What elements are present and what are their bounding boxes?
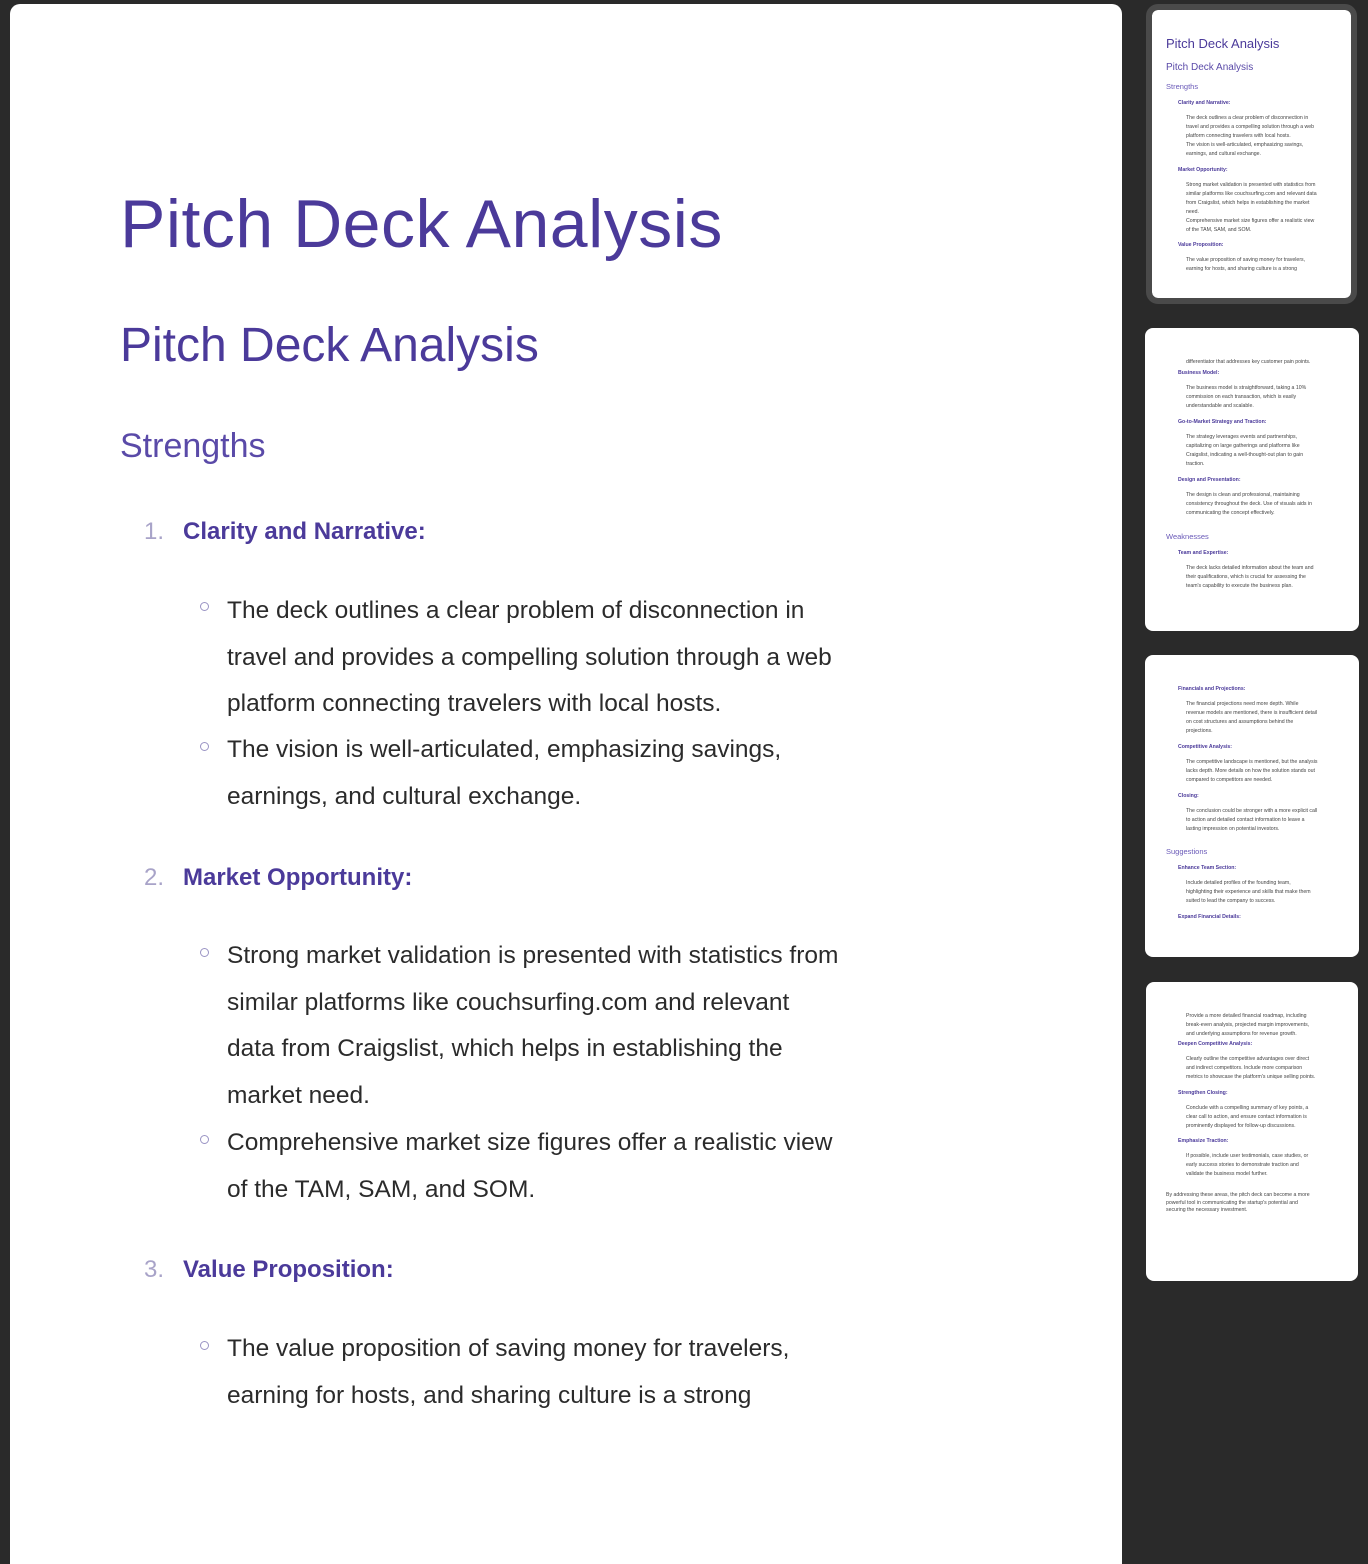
- text-line: Comprehensive market size figures offer a realistic view: [227, 1129, 833, 1156]
- thumb-item: Market Opportunity:: [1178, 167, 1228, 173]
- list-item-heading: Clarity and Narrative:: [183, 518, 426, 545]
- list-item: [227, 588, 927, 728]
- thumb-text: The competitive landscape is mentioned, but the analysis lacks depth. More details on how the solution stands out compared to competitors are needed.: [1186, 759, 1318, 783]
- text-line: earnings, and cultural exchange.: [227, 782, 582, 810]
- text-line: The deck outlines a clear problem of disconnection in: [227, 597, 805, 624]
- thumb-item: Deepen Competitive Analysis:: [1178, 1041, 1253, 1047]
- bullet-icon: [200, 1341, 209, 1350]
- thumb-text: Comprehensive market size figures offer a realistic view of the TAM, SAM, and SOM.: [1186, 218, 1315, 233]
- thumb-item: Closing:: [1178, 793, 1199, 799]
- thumb-item: Business Model:: [1178, 370, 1220, 376]
- list-item-heading: Market Opportunity:: [183, 864, 413, 891]
- text-line: platform connecting travelers with local hosts.: [227, 690, 722, 717]
- page-thumbnail-3[interactable]: [1145, 655, 1359, 957]
- text-line: travel and provides a compelling solution through a web: [227, 643, 832, 671]
- bullet-icon: [200, 948, 209, 957]
- text-line: data from Craigslist, which helps in establishing the: [227, 1035, 783, 1062]
- thumb-text: The vision is well-articulated, emphasizing savings, earnings, and cultural exchange.: [1186, 142, 1304, 157]
- list-item-heading: Value Proposition:: [183, 1256, 394, 1283]
- text-line: The vision is well-articulated, emphasizing savings,: [227, 736, 782, 763]
- page-thumbnail-4[interactable]: [1146, 982, 1358, 1281]
- thumb-section: Strengths: [1166, 82, 1199, 91]
- thumb-text: Provide a more detailed financial roadmap, including break-even analysis, projected margin improvements, and underlying assumptions for revenue growth.: [1186, 1013, 1310, 1037]
- thumb-text: If possible, include user testimonials, case studies, or early success stories to demonstrate traction and validate the business model further.: [1186, 1153, 1309, 1177]
- thumb-item: Enhance Team Section:: [1178, 865, 1237, 871]
- document-title: Pitch Deck Analysis: [120, 186, 723, 262]
- thumb-item: Value Proposition:: [1178, 242, 1224, 248]
- list-item: [227, 1120, 927, 1213]
- thumb-item: Design and Presentation:: [1178, 477, 1241, 483]
- thumb-item: Competitive Analysis:: [1178, 744, 1233, 750]
- thumb-text: Clearly outline the competitive advantages over direct and indirect competitors. Include more comparison metrics to showcase the platform's unique selling points.: [1186, 1056, 1316, 1080]
- text-line: earning for hosts, and sharing culture is a strong: [227, 1381, 752, 1409]
- thumb-item: Financials and Projections:: [1178, 686, 1246, 692]
- list-item: [227, 933, 927, 1119]
- thumb-item: Team and Expertise:: [1178, 550, 1229, 556]
- list-number: 1.: [144, 518, 165, 545]
- thumb-title: Pitch Deck Analysis: [1166, 36, 1280, 51]
- bullet-icon: [200, 1135, 209, 1144]
- text-line: of the TAM, SAM, and SOM.: [227, 1175, 536, 1203]
- text-line: market need.: [227, 1081, 370, 1109]
- thumb-item: Clarity and Narrative:: [1178, 100, 1231, 106]
- list-number: 3.: [144, 1256, 165, 1283]
- thumb-text: The business model is straightforward, taking a 10% commission on each transaction, which is easily understandable and scalable.: [1186, 385, 1307, 409]
- document-page: [10, 4, 1122, 1564]
- thumb-text: Include detailed profiles of the founding team, highlighting their experience and skills that make them suited to lead the company to success.: [1186, 880, 1311, 904]
- page-thumbnail-1[interactable]: [1152, 10, 1351, 298]
- thumb-text: differentiator that addresses key customer pain points.: [1186, 359, 1311, 365]
- thumb-text: The financial projections need more depth. While revenue models are mentioned, there is insufficient detail on cost structures and assumptions behind the projections.: [1186, 701, 1318, 734]
- document-subtitle: Pitch Deck Analysis: [120, 319, 539, 372]
- thumb-text: Conclude with a compelling summary of key points, a clear call to action, and ensure contact information is prominently displayed for follow-up discussions.: [1186, 1105, 1309, 1129]
- section-heading-strengths: Strengths: [120, 427, 266, 465]
- bullet-icon: [200, 742, 209, 751]
- text-line: similar platforms like couchsurfing.com and relevant: [227, 988, 790, 1016]
- thumb-text: Strong market validation is presented with statistics from similar platforms like couchsurfing.com and relevant data from Craigslist, which helps in establishing the market need.: [1186, 182, 1317, 215]
- thumb-text: The strategy leverages events and partnerships, capitalizing on large gatherings and platforms like Craigslist, indicating a well-thought-out plan to gain traction.: [1186, 434, 1304, 467]
- thumb-item: Emphasize Traction:: [1178, 1138, 1229, 1144]
- thumb-text: The value proposition of saving money for travelers, earning for hosts, and sharing culture is a strong: [1186, 257, 1306, 272]
- thumb-section: Suggestions: [1166, 847, 1208, 856]
- list-item: [227, 1326, 927, 1419]
- thumb-item: Go-to-Market Strategy and Traction:: [1178, 419, 1267, 425]
- text-line: The value proposition of saving money for travelers,: [227, 1335, 790, 1362]
- thumb-text: By addressing these areas, the pitch deck can become a more powerful tool in communicating the startup's potential and securing the necessary investment.: [1166, 1192, 1310, 1213]
- bullet-icon: [200, 602, 209, 611]
- thumb-item: Expand Financial Details:: [1178, 914, 1241, 920]
- text-line: Strong market validation is presented with statistics from: [227, 942, 839, 969]
- thumb-text: The design is clean and professional, maintaining consistency throughout the deck. Use of visuals aids in communicating the concept effectively.: [1186, 492, 1313, 516]
- thumb-text: The deck lacks detailed information about the team and their qualifications, which is crucial for assessing the team's capability to execute the business plan.: [1186, 565, 1314, 589]
- thumb-section: Weaknesses: [1166, 532, 1209, 541]
- thumb-item: Strengthen Closing:: [1178, 1090, 1228, 1096]
- thumb-text: The deck outlines a clear problem of disconnection in travel and provides a compelling solution through a web platform connecting travelers with local hosts.: [1186, 115, 1315, 139]
- thumb-subtitle: Pitch Deck Analysis: [1166, 62, 1254, 73]
- thumb-text: The conclusion could be stronger with a more explicit call to action and detailed contact information to leave a lasting impression on potential investors.: [1186, 808, 1318, 832]
- list-number: 2.: [144, 864, 165, 891]
- list-item: [227, 727, 927, 820]
- page-thumbnail-2[interactable]: [1145, 328, 1359, 631]
